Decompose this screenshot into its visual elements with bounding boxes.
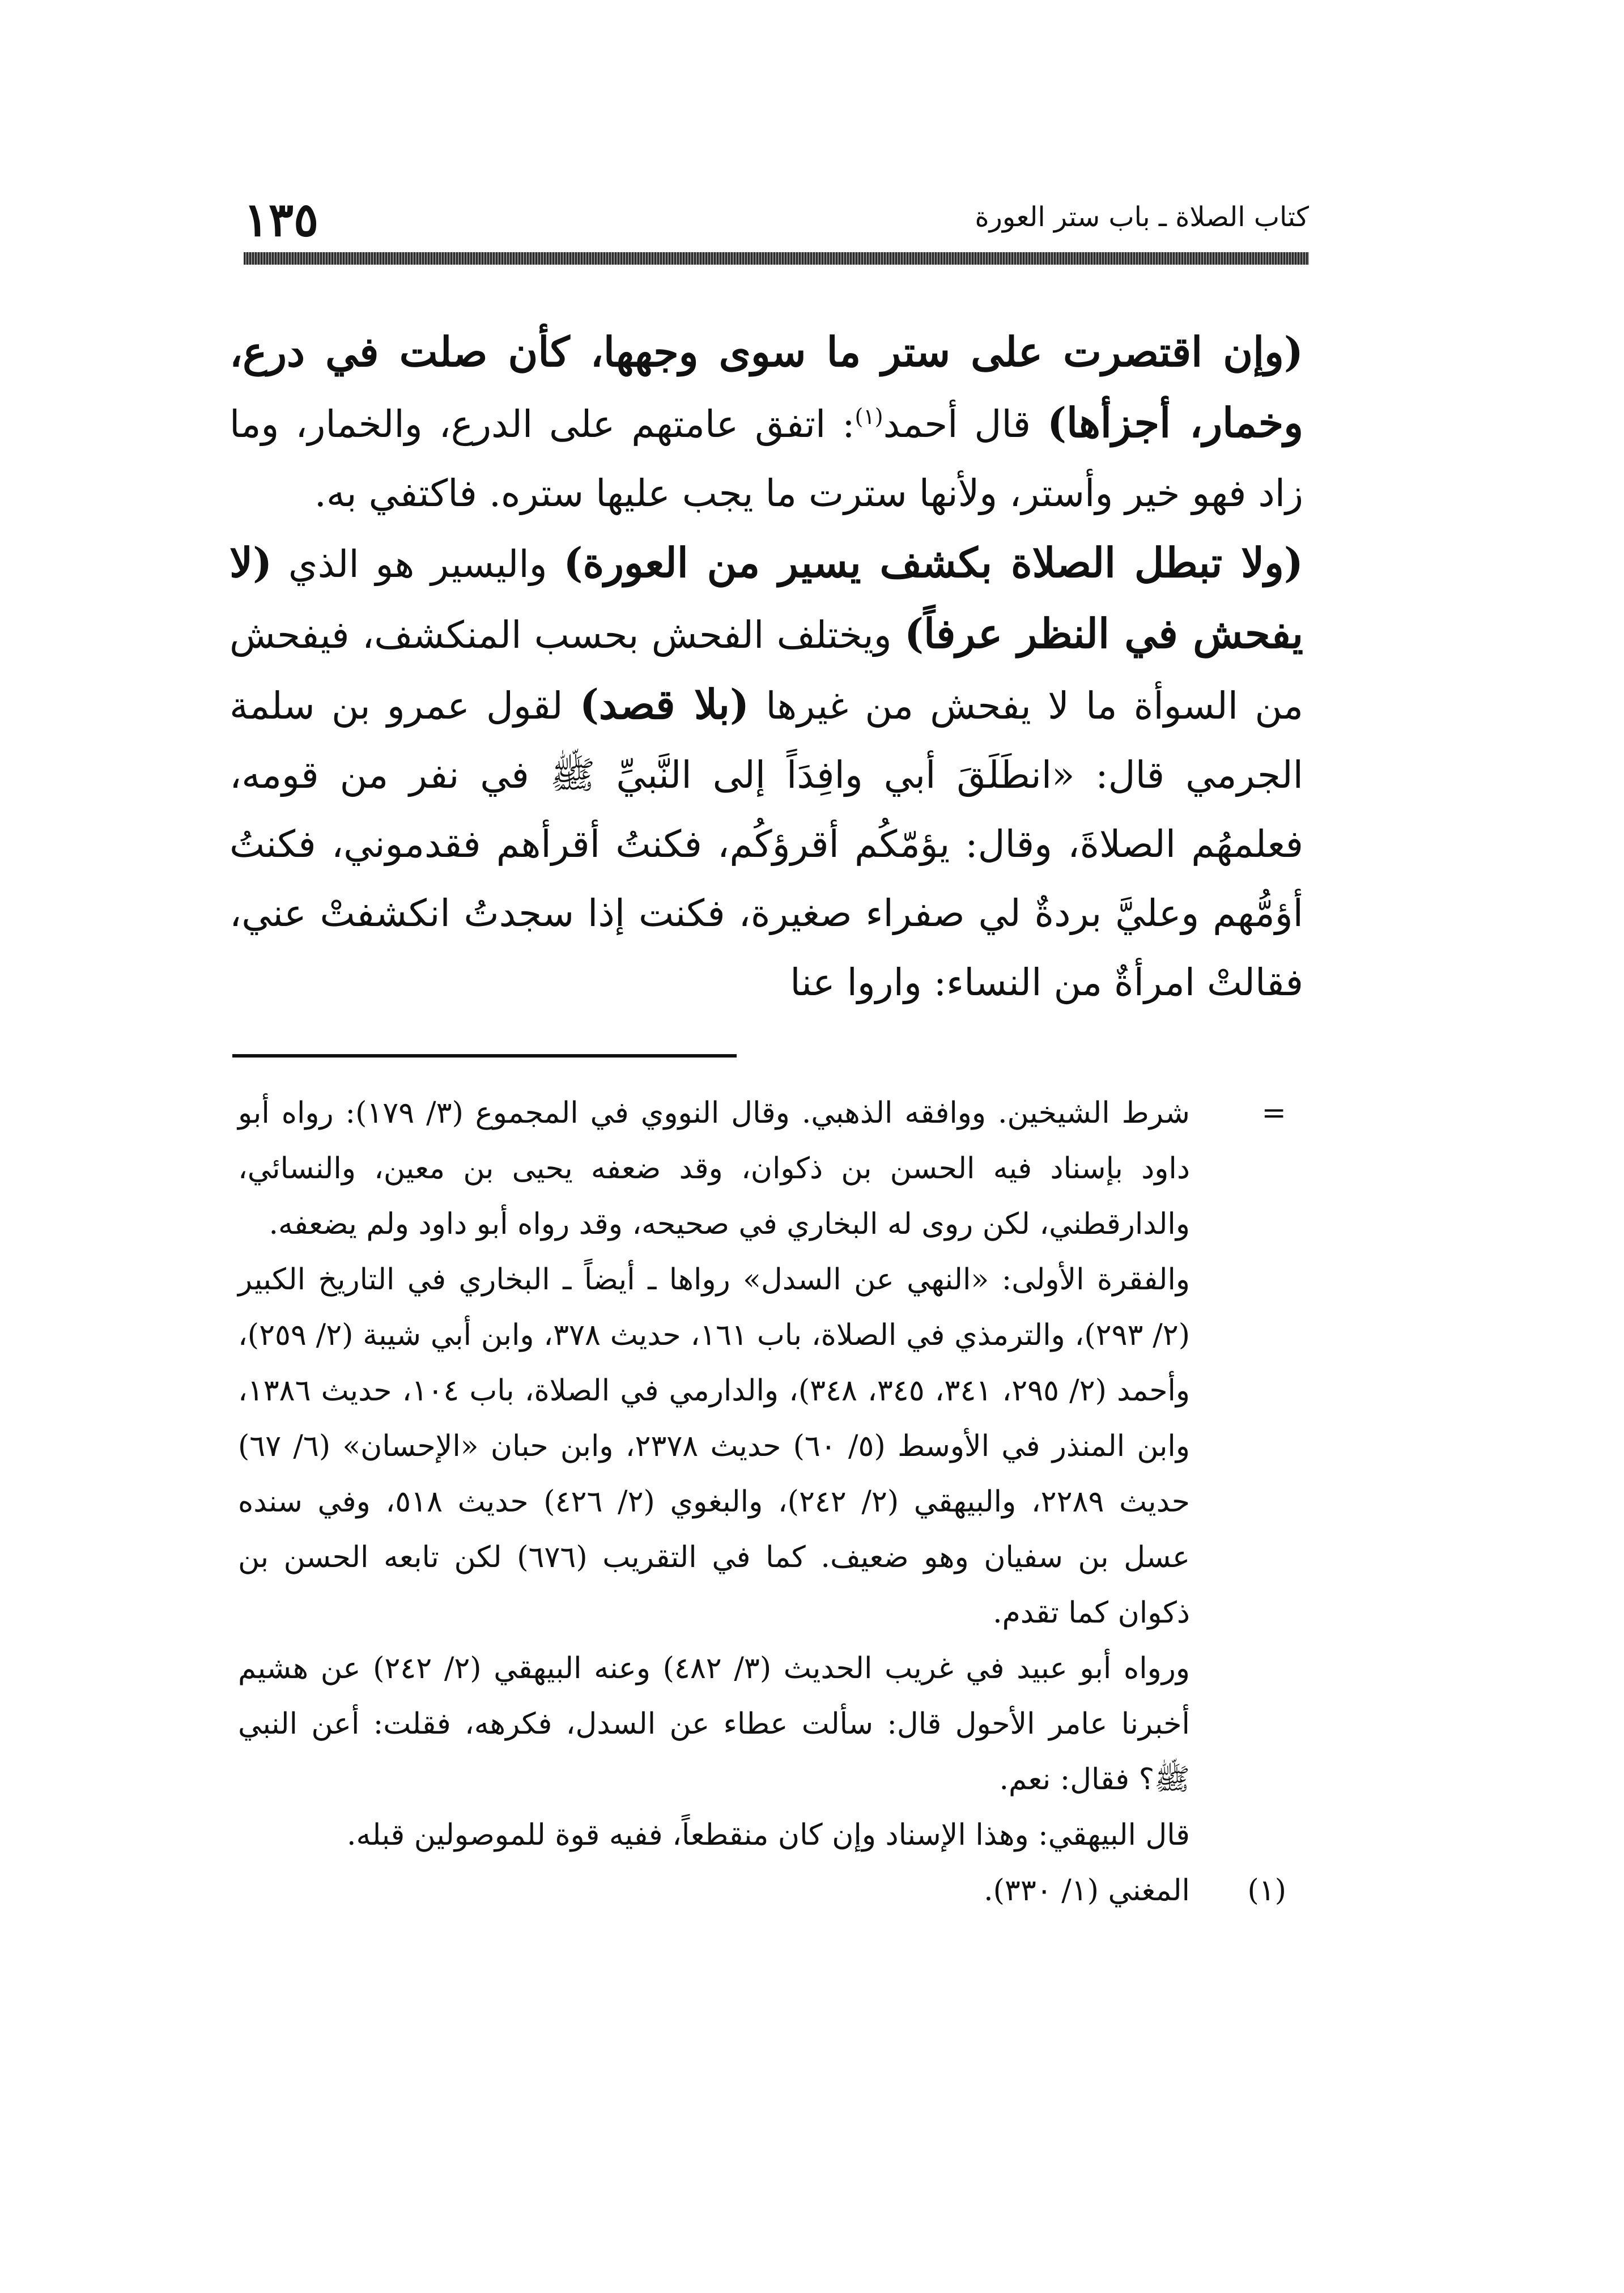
- footnote-paragraph: شرط الشيخين. ووافقه الذهبي. وقال النووي في المجموع (٣/ ١٧٩): رواه أبو داود بإسناد فيه الحسن بن ذكوان، وقد ضعفه يحيى بن معين، والنسائي، والدارقطني، لكن روى له البخاري في صحيحه، وقد رواه أبو داود ولم يضعفه.: [238, 1096, 1190, 1241]
- commentary-text: واليسير هو الذي: [272, 542, 564, 586]
- commentary-text: ويختلف الفحش بحسب المنكشف، فيفحش من السوأة ما لا يفحش من غيرها: [229, 613, 1303, 728]
- paragraph-2: [229, 528, 1303, 1017]
- matn-text: (وإن اقتصرت على ستر ما سوى وجهها، كأن صلت في درع، وخمار، أجزأها): [229, 328, 1303, 447]
- footnote-text: المغني (١/ ٣٣٠).: [984, 1874, 1190, 1908]
- paragraph-1: [229, 317, 1303, 528]
- footnotes: [238, 1085, 1303, 1918]
- footnote-1: [238, 1863, 1303, 1918]
- footnote-divider: [232, 1054, 737, 1058]
- footnote-continuation: [238, 1085, 1303, 1863]
- matn-text: (بلا قصد): [579, 680, 750, 728]
- main-text: [229, 317, 1303, 1017]
- footnote-paragraph: والفقرة الأولى: «النهي عن السدل» رواها ـ أيضاً ـ البخاري في التاريخ الكبير (٢/ ٢٩٣)، والترمذي في الصلاة، باب ١٦١، حديث ٣٧٨، وابن أبي شيبة (٢/ ٢٥٩)، وأحمد (٢/ ٢٩٥، ٣٤١، ٣٤٥، ٣٤٨)، والدارمي في الصلاة، باب ١٠٤، حديث ١٣٨٦، وابن المنذر في الأوسط (٥/ ٦٠) حديث ٢٣٧٨، وابن حبان «الإحسان» (٦/ ٦٧) حديث ٢٢٨٩، والبيهقي (٢/ ٢٤٢)، والبغوي (٢/ ٤٢٦) حديث ٥١٨، وفي سنده عسل بن سفيان وهو ضعيف. كما في التقريب (٦٧٦) لكن تابعه الحسن بن ذكوان كما تقدم.: [238, 1263, 1191, 1630]
- matn-text: (ولا تبطل الصلاة بكشف يسير من العورة): [563, 538, 1303, 587]
- commentary-text: : اتفق عامتهم على الدرع، والخمار، وما زاد فهو خير وأستر، ولأنها سترت ما يجب عليها ستره. فاكتفي به.: [229, 402, 1303, 515]
- header-divider: [244, 252, 1309, 265]
- footnote-reference: (١): [854, 404, 883, 429]
- commentary-text: لقول عمرو بن سلمة الجرمي قال: «انطَلَقَ أبي وافِدَاً إلى النَّبيِّ ﷺ في نفر من قومه، فعلمهُم الصلاةَ، وقال: يؤمّكُم أقرؤكُم، فكنتُ أقرأهم فقدموني، فكنتُ أؤمُّهم وعليَّ بردةٌ لي صفراء صغيرة، فكنت إذا سجدتُ انكشفتْ عني، فقالتْ امرأةٌ من النساء: واروا عنا: [229, 684, 1303, 1004]
- page-number: ١٣٥: [244, 193, 319, 247]
- running-title: كتاب الصلاة ـ باب ستر العورة: [975, 201, 1309, 233]
- footnote-paragraph: قال البيهقي: وهذا الإسناد وإن كان منقطعاً، ففيه قوة للموصولين قبله.: [347, 1818, 1190, 1852]
- page-header: [244, 187, 1309, 255]
- footnote-number: (١): [1247, 1874, 1286, 1908]
- footnote-paragraph: ورواه أبو عبيد في غريب الحديث (٣/ ٤٨٢) وعنه البيهقي (٢/ ٢٤٢) عن هشيم أخبرنا عامر الأحول قال: سألت عطاء عن السدل، فكرهه، فقلت: أعن النبي ﷺ؟ فقال: نعم.: [238, 1651, 1190, 1797]
- continuation-marker: =: [1261, 1096, 1286, 1130]
- commentary-text: قال أحمد: [883, 402, 1047, 446]
- matn-text: (لا يفحش في النظر عرفاً): [229, 538, 1303, 657]
